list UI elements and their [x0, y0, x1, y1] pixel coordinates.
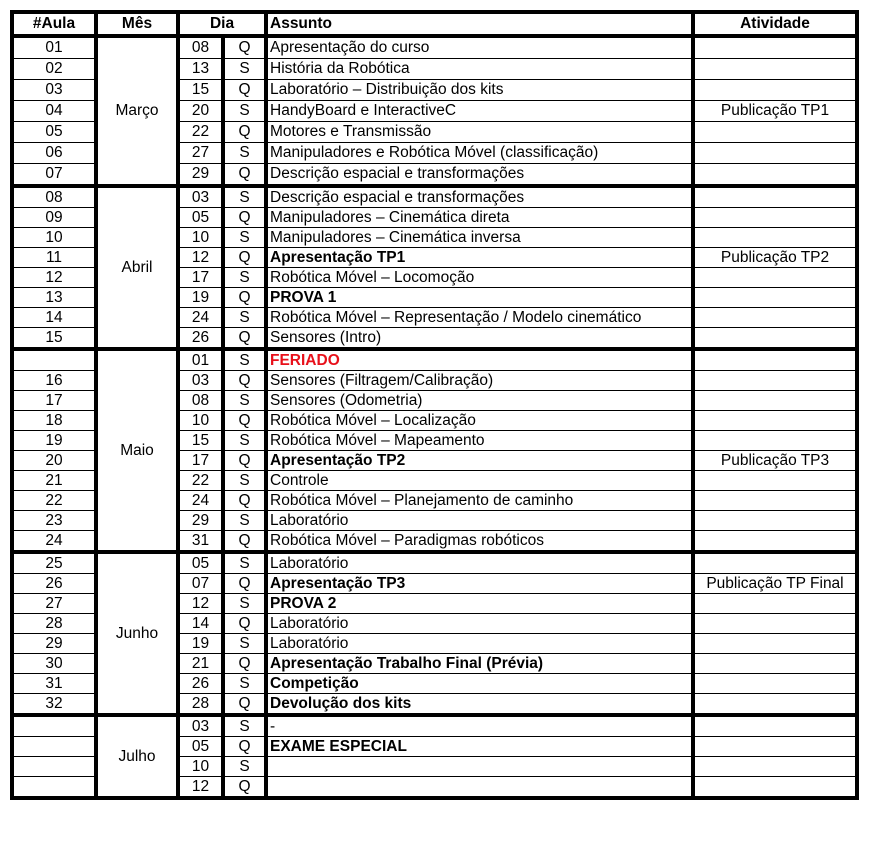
- aula-cell: 05: [12, 122, 96, 143]
- aula-cell: 25: [12, 552, 96, 574]
- aula-cell: 31: [12, 674, 96, 694]
- day-number-cell: 12: [178, 777, 223, 799]
- subject-cell: História da Robótica: [266, 59, 693, 80]
- aula-cell: 26: [12, 574, 96, 594]
- day-number-cell: 05: [178, 552, 223, 574]
- subject-cell: [266, 757, 693, 777]
- weekday-cell: S: [223, 471, 266, 491]
- aula-cell: 07: [12, 164, 96, 187]
- header-assunto: Assunto: [266, 12, 693, 36]
- day-number-cell: 29: [178, 511, 223, 531]
- aula-cell: 21: [12, 471, 96, 491]
- weekday-cell: Q: [223, 288, 266, 308]
- header-row: [12, 12, 857, 36]
- weekday-cell: S: [223, 552, 266, 574]
- subject-cell: Apresentação TP1: [266, 248, 693, 268]
- day-number-cell: 03: [178, 371, 223, 391]
- weekday-cell: Q: [223, 164, 266, 187]
- aula-cell: [12, 757, 96, 777]
- weekday-cell: Q: [223, 654, 266, 674]
- activity-cell: [693, 308, 857, 328]
- subject-cell: Laboratório: [266, 614, 693, 634]
- activity-cell: [693, 228, 857, 248]
- subject-cell: HandyBoard e InteractiveC: [266, 101, 693, 122]
- subject-cell: Robótica Móvel – Mapeamento: [266, 431, 693, 451]
- day-number-cell: 22: [178, 471, 223, 491]
- activity-cell: [693, 186, 857, 208]
- weekday-cell: Q: [223, 451, 266, 471]
- subject-cell: Devolução dos kits: [266, 694, 693, 716]
- subject-cell: Robótica Móvel – Locomoção: [266, 268, 693, 288]
- subject-cell: Robótica Móvel – Representação / Modelo cinemático: [266, 308, 693, 328]
- subject-cell: Laboratório – Distribuição dos kits: [266, 80, 693, 101]
- day-number-cell: 17: [178, 268, 223, 288]
- day-number-cell: 08: [178, 391, 223, 411]
- table-row: [12, 552, 857, 574]
- weekday-cell: S: [223, 143, 266, 164]
- table-row: [12, 349, 857, 371]
- table-row: [12, 36, 857, 59]
- day-number-cell: 10: [178, 411, 223, 431]
- weekday-cell: S: [223, 59, 266, 80]
- activity-cell: [693, 371, 857, 391]
- weekday-cell: S: [223, 594, 266, 614]
- aula-cell: 30: [12, 654, 96, 674]
- weekday-cell: Q: [223, 694, 266, 716]
- weekday-cell: S: [223, 349, 266, 371]
- subject-cell: Sensores (Filtragem/Calibração): [266, 371, 693, 391]
- activity-cell: Publicação TP Final: [693, 574, 857, 594]
- aula-cell: 15: [12, 328, 96, 350]
- weekday-cell: Q: [223, 574, 266, 594]
- weekday-cell: Q: [223, 36, 266, 59]
- month-cell: Julho: [96, 715, 178, 798]
- weekday-cell: Q: [223, 80, 266, 101]
- day-number-cell: 15: [178, 80, 223, 101]
- header-atividade: Atividade: [693, 12, 857, 36]
- activity-cell: [693, 715, 857, 737]
- activity-cell: [693, 288, 857, 308]
- activity-cell: [693, 268, 857, 288]
- weekday-cell: S: [223, 431, 266, 451]
- day-number-cell: 10: [178, 228, 223, 248]
- day-number-cell: 20: [178, 101, 223, 122]
- header-mes: Mês: [96, 12, 178, 36]
- weekday-cell: S: [223, 101, 266, 122]
- subject-cell: Apresentação do curso: [266, 36, 693, 59]
- subject-cell: Apresentação TP2: [266, 451, 693, 471]
- activity-cell: [693, 143, 857, 164]
- subject-cell: PROVA 2: [266, 594, 693, 614]
- aula-cell: [12, 777, 96, 799]
- aula-cell: 20: [12, 451, 96, 471]
- day-number-cell: 12: [178, 248, 223, 268]
- aula-cell: 23: [12, 511, 96, 531]
- subject-cell: Apresentação TP3: [266, 574, 693, 594]
- table-row: [12, 186, 857, 208]
- weekday-cell: Q: [223, 491, 266, 511]
- month-cell: Junho: [96, 552, 178, 715]
- day-number-cell: 12: [178, 594, 223, 614]
- aula-cell: 29: [12, 634, 96, 654]
- day-number-cell: 10: [178, 757, 223, 777]
- header-aula: #Aula: [12, 12, 96, 36]
- weekday-cell: Q: [223, 328, 266, 350]
- subject-cell: Laboratório: [266, 511, 693, 531]
- aula-cell: 22: [12, 491, 96, 511]
- schedule-table: [10, 10, 859, 800]
- day-number-cell: 03: [178, 186, 223, 208]
- activity-cell: [693, 614, 857, 634]
- weekday-cell: S: [223, 757, 266, 777]
- weekday-cell: Q: [223, 371, 266, 391]
- subject-cell: EXAME ESPECIAL: [266, 737, 693, 757]
- aula-cell: 14: [12, 308, 96, 328]
- activity-cell: [693, 471, 857, 491]
- weekday-cell: S: [223, 268, 266, 288]
- aula-cell: [12, 737, 96, 757]
- subject-cell: Sensores (Intro): [266, 328, 693, 350]
- weekday-cell: S: [223, 186, 266, 208]
- aula-cell: 09: [12, 208, 96, 228]
- subject-cell: Manipuladores – Cinemática direta: [266, 208, 693, 228]
- weekday-cell: S: [223, 511, 266, 531]
- activity-cell: [693, 552, 857, 574]
- day-number-cell: 17: [178, 451, 223, 471]
- subject-cell: Manipuladores – Cinemática inversa: [266, 228, 693, 248]
- day-number-cell: 19: [178, 288, 223, 308]
- activity-cell: [693, 694, 857, 716]
- aula-cell: 28: [12, 614, 96, 634]
- activity-cell: [693, 654, 857, 674]
- activity-cell: [693, 431, 857, 451]
- weekday-cell: S: [223, 308, 266, 328]
- month-cell: Abril: [96, 186, 178, 349]
- weekday-cell: Q: [223, 614, 266, 634]
- activity-cell: Publicação TP3: [693, 451, 857, 471]
- weekday-cell: Q: [223, 411, 266, 431]
- subject-cell: Robótica Móvel – Paradigmas robóticos: [266, 531, 693, 553]
- activity-cell: [693, 122, 857, 143]
- day-number-cell: 26: [178, 328, 223, 350]
- weekday-cell: Q: [223, 248, 266, 268]
- subject-cell: Manipuladores e Robótica Móvel (classificação): [266, 143, 693, 164]
- activity-cell: [693, 164, 857, 187]
- subject-cell: Descrição espacial e transformações: [266, 164, 693, 187]
- day-number-cell: 28: [178, 694, 223, 716]
- weekday-cell: Q: [223, 737, 266, 757]
- activity-cell: [693, 511, 857, 531]
- day-number-cell: 29: [178, 164, 223, 187]
- subject-cell: [266, 777, 693, 799]
- day-number-cell: 07: [178, 574, 223, 594]
- subject-cell: Sensores (Odometria): [266, 391, 693, 411]
- activity-cell: [693, 531, 857, 553]
- day-number-cell: 31: [178, 531, 223, 553]
- day-number-cell: 08: [178, 36, 223, 59]
- activity-cell: [693, 737, 857, 757]
- day-number-cell: 03: [178, 715, 223, 737]
- activity-cell: [693, 491, 857, 511]
- month-cell: Março: [96, 36, 178, 186]
- schedule-sheet: [10, 10, 859, 800]
- day-number-cell: 24: [178, 491, 223, 511]
- day-number-cell: 13: [178, 59, 223, 80]
- subject-cell: Motores e Transmissão: [266, 122, 693, 143]
- day-number-cell: 14: [178, 614, 223, 634]
- holiday-subject-cell: FERIADO: [266, 349, 693, 371]
- day-number-cell: 19: [178, 634, 223, 654]
- activity-cell: [693, 391, 857, 411]
- subject-cell: Robótica Móvel – Localização: [266, 411, 693, 431]
- subject-cell: Descrição espacial e transformações: [266, 186, 693, 208]
- day-number-cell: 24: [178, 308, 223, 328]
- aula-cell: 19: [12, 431, 96, 451]
- activity-cell: [693, 674, 857, 694]
- activity-cell: [693, 36, 857, 59]
- subject-cell: PROVA 1: [266, 288, 693, 308]
- aula-cell: [12, 715, 96, 737]
- day-number-cell: 15: [178, 431, 223, 451]
- weekday-cell: Q: [223, 208, 266, 228]
- aula-cell: 03: [12, 80, 96, 101]
- weekday-cell: S: [223, 715, 266, 737]
- aula-cell: 18: [12, 411, 96, 431]
- day-number-cell: 05: [178, 737, 223, 757]
- weekday-cell: Q: [223, 122, 266, 143]
- subject-cell: Laboratório: [266, 552, 693, 574]
- activity-cell: [693, 59, 857, 80]
- day-number-cell: 21: [178, 654, 223, 674]
- subject-cell: Competição: [266, 674, 693, 694]
- weekday-cell: Q: [223, 531, 266, 553]
- day-number-cell: 01: [178, 349, 223, 371]
- aula-cell: 02: [12, 59, 96, 80]
- activity-cell: [693, 411, 857, 431]
- activity-cell: [693, 777, 857, 799]
- aula-cell: 08: [12, 186, 96, 208]
- activity-cell: Publicação TP2: [693, 248, 857, 268]
- month-cell: Maio: [96, 349, 178, 552]
- activity-cell: [693, 634, 857, 654]
- day-number-cell: 26: [178, 674, 223, 694]
- activity-cell: [693, 208, 857, 228]
- activity-cell: [693, 594, 857, 614]
- activity-cell: [693, 80, 857, 101]
- aula-cell: 06: [12, 143, 96, 164]
- subject-cell: Controle: [266, 471, 693, 491]
- aula-cell: 12: [12, 268, 96, 288]
- aula-cell: 01: [12, 36, 96, 59]
- schedule-body: [12, 36, 857, 798]
- aula-cell: 04: [12, 101, 96, 122]
- header-dia: Dia: [178, 12, 266, 36]
- activity-cell: Publicação TP1: [693, 101, 857, 122]
- activity-cell: [693, 757, 857, 777]
- aula-cell: 24: [12, 531, 96, 553]
- subject-cell: Robótica Móvel – Planejamento de caminho: [266, 491, 693, 511]
- subject-cell: -: [266, 715, 693, 737]
- day-number-cell: 22: [178, 122, 223, 143]
- activity-cell: [693, 328, 857, 350]
- day-number-cell: 27: [178, 143, 223, 164]
- aula-cell: 27: [12, 594, 96, 614]
- table-row: [12, 715, 857, 737]
- aula-cell: [12, 349, 96, 371]
- weekday-cell: S: [223, 391, 266, 411]
- aula-cell: 13: [12, 288, 96, 308]
- subject-cell: Apresentação Trabalho Final (Prévia): [266, 654, 693, 674]
- aula-cell: 11: [12, 248, 96, 268]
- weekday-cell: S: [223, 674, 266, 694]
- activity-cell: [693, 349, 857, 371]
- subject-cell: Laboratório: [266, 634, 693, 654]
- weekday-cell: S: [223, 228, 266, 248]
- aula-cell: 32: [12, 694, 96, 716]
- weekday-cell: Q: [223, 777, 266, 799]
- aula-cell: 16: [12, 371, 96, 391]
- aula-cell: 10: [12, 228, 96, 248]
- aula-cell: 17: [12, 391, 96, 411]
- weekday-cell: S: [223, 634, 266, 654]
- day-number-cell: 05: [178, 208, 223, 228]
